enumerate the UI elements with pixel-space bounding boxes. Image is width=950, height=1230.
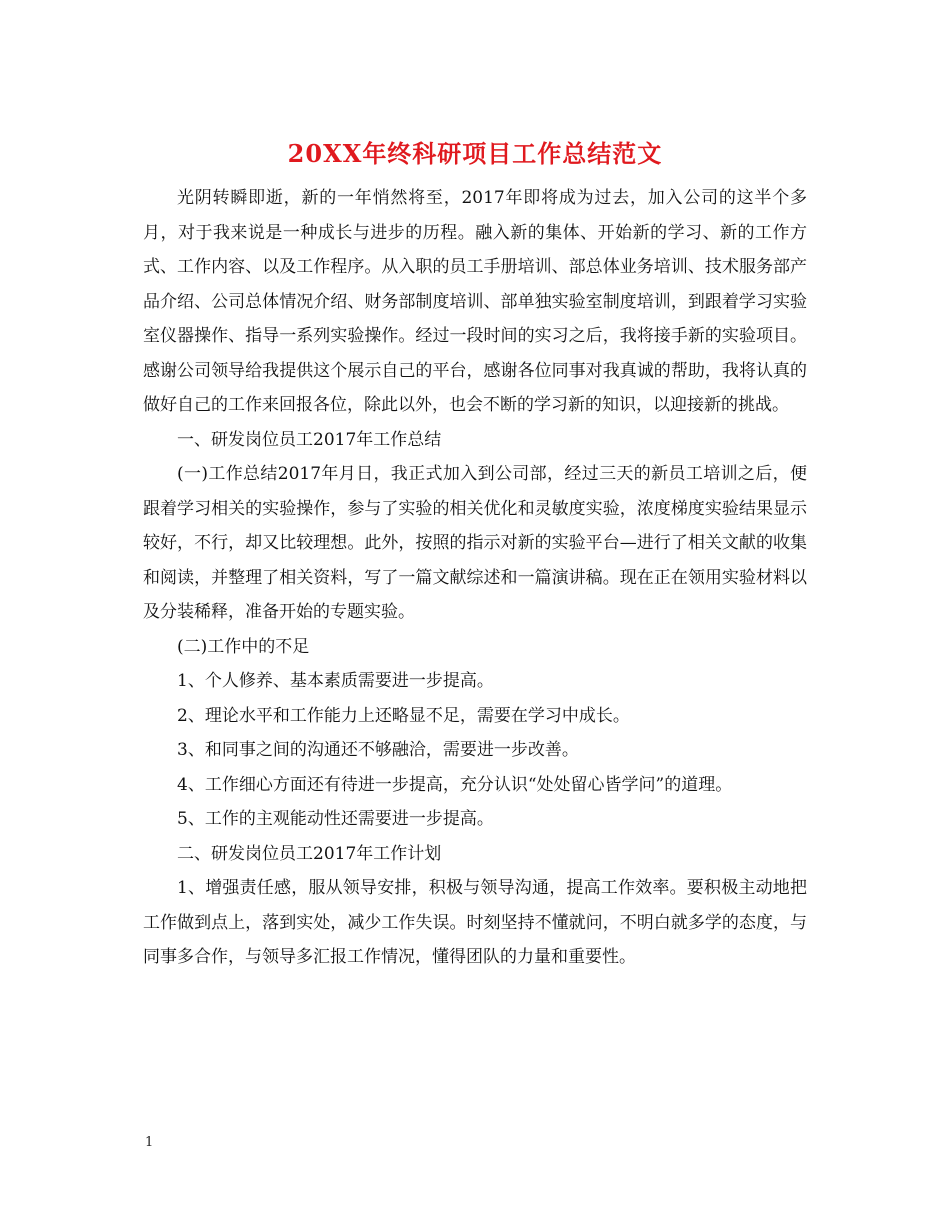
section-heading-summary: 一、研发岗位员工2017年工作总结 bbox=[177, 429, 442, 450]
list-item: 3、和同事之间的沟通还不够融洽，需要进一步改善。 bbox=[177, 740, 579, 760]
plan-paragraph: 1、增强责任感，服从领导安排，积极与领导沟通，提高工作效率。要积极主动地把工作做到点上，落到实处，减少工作失误。时刻坚持不懂就问，不明白就多学的态度，与同事多合作，与领导多汇报工作情况，懂得团队的力量和重要性。 bbox=[143, 878, 807, 967]
work-summary-paragraph: (一)工作总结2017年月日，我正式加入到公司部，经过三天的新员工培训之后，便跟着学习相关的实验操作，参与了实验的相关优化和灵敏度实验，浓度梯度实验结果显示较好，不行，却又比较理想。此外，按照的指示对新的实验平台—进行了相关文献的收集和阅读，并整理了相关资料，写了一篇文献综述和一篇演讲稿。现在正在领用实验材料以及分装稀释，准备开始的专题实验。 bbox=[143, 464, 807, 622]
list-item: 1、个人修养、基本素质需要进一步提高。 bbox=[177, 671, 494, 691]
list-item: 4、工作细心方面还有待进一步提高，充分认识“处处留心皆学问”的道理。 bbox=[177, 774, 733, 795]
list-item: 2、理论水平和工作能力上还略显不足，需要在学习中成长。 bbox=[177, 705, 630, 726]
list-item: 5、工作的主观能动性还需要进一步提高。 bbox=[177, 809, 494, 829]
page-number: 1 bbox=[145, 1135, 154, 1150]
subsection-heading-shortcomings: (二)工作中的不足 bbox=[177, 636, 310, 657]
section-heading-plan: 二、研发岗位员工2017年工作计划 bbox=[177, 843, 442, 864]
document-title: 20XX年终科研项目工作总结范文 bbox=[287, 139, 663, 168]
document-body bbox=[143, 181, 807, 975]
intro-paragraph: 光阴转瞬即逝，新的一年悄然将至，2017年即将成为过去，加入公司的这半个多月，对于我来说是一种成长与进步的历程。融入新的集体、开始新的学习、新的工作方式、工作内容、以及工作程序。从入职的员工手册培训、部总体业务培训、技术服务部产品介绍、公司总体情况介绍、财务部制度培训、部单独实验室制度培训，到跟着学习实验室仪器操作、指导一系列实验操作。经过一段时间的实习之后，我将接手新的实验项目。感谢公司领导给我提供这个展示自己的平台，感谢各位同事对我真诚的帮助，我将认真的做好自己的工作来回报各位，除此以外，也会不断的学习新的知识，以迎接新的挑战。 bbox=[143, 188, 807, 415]
